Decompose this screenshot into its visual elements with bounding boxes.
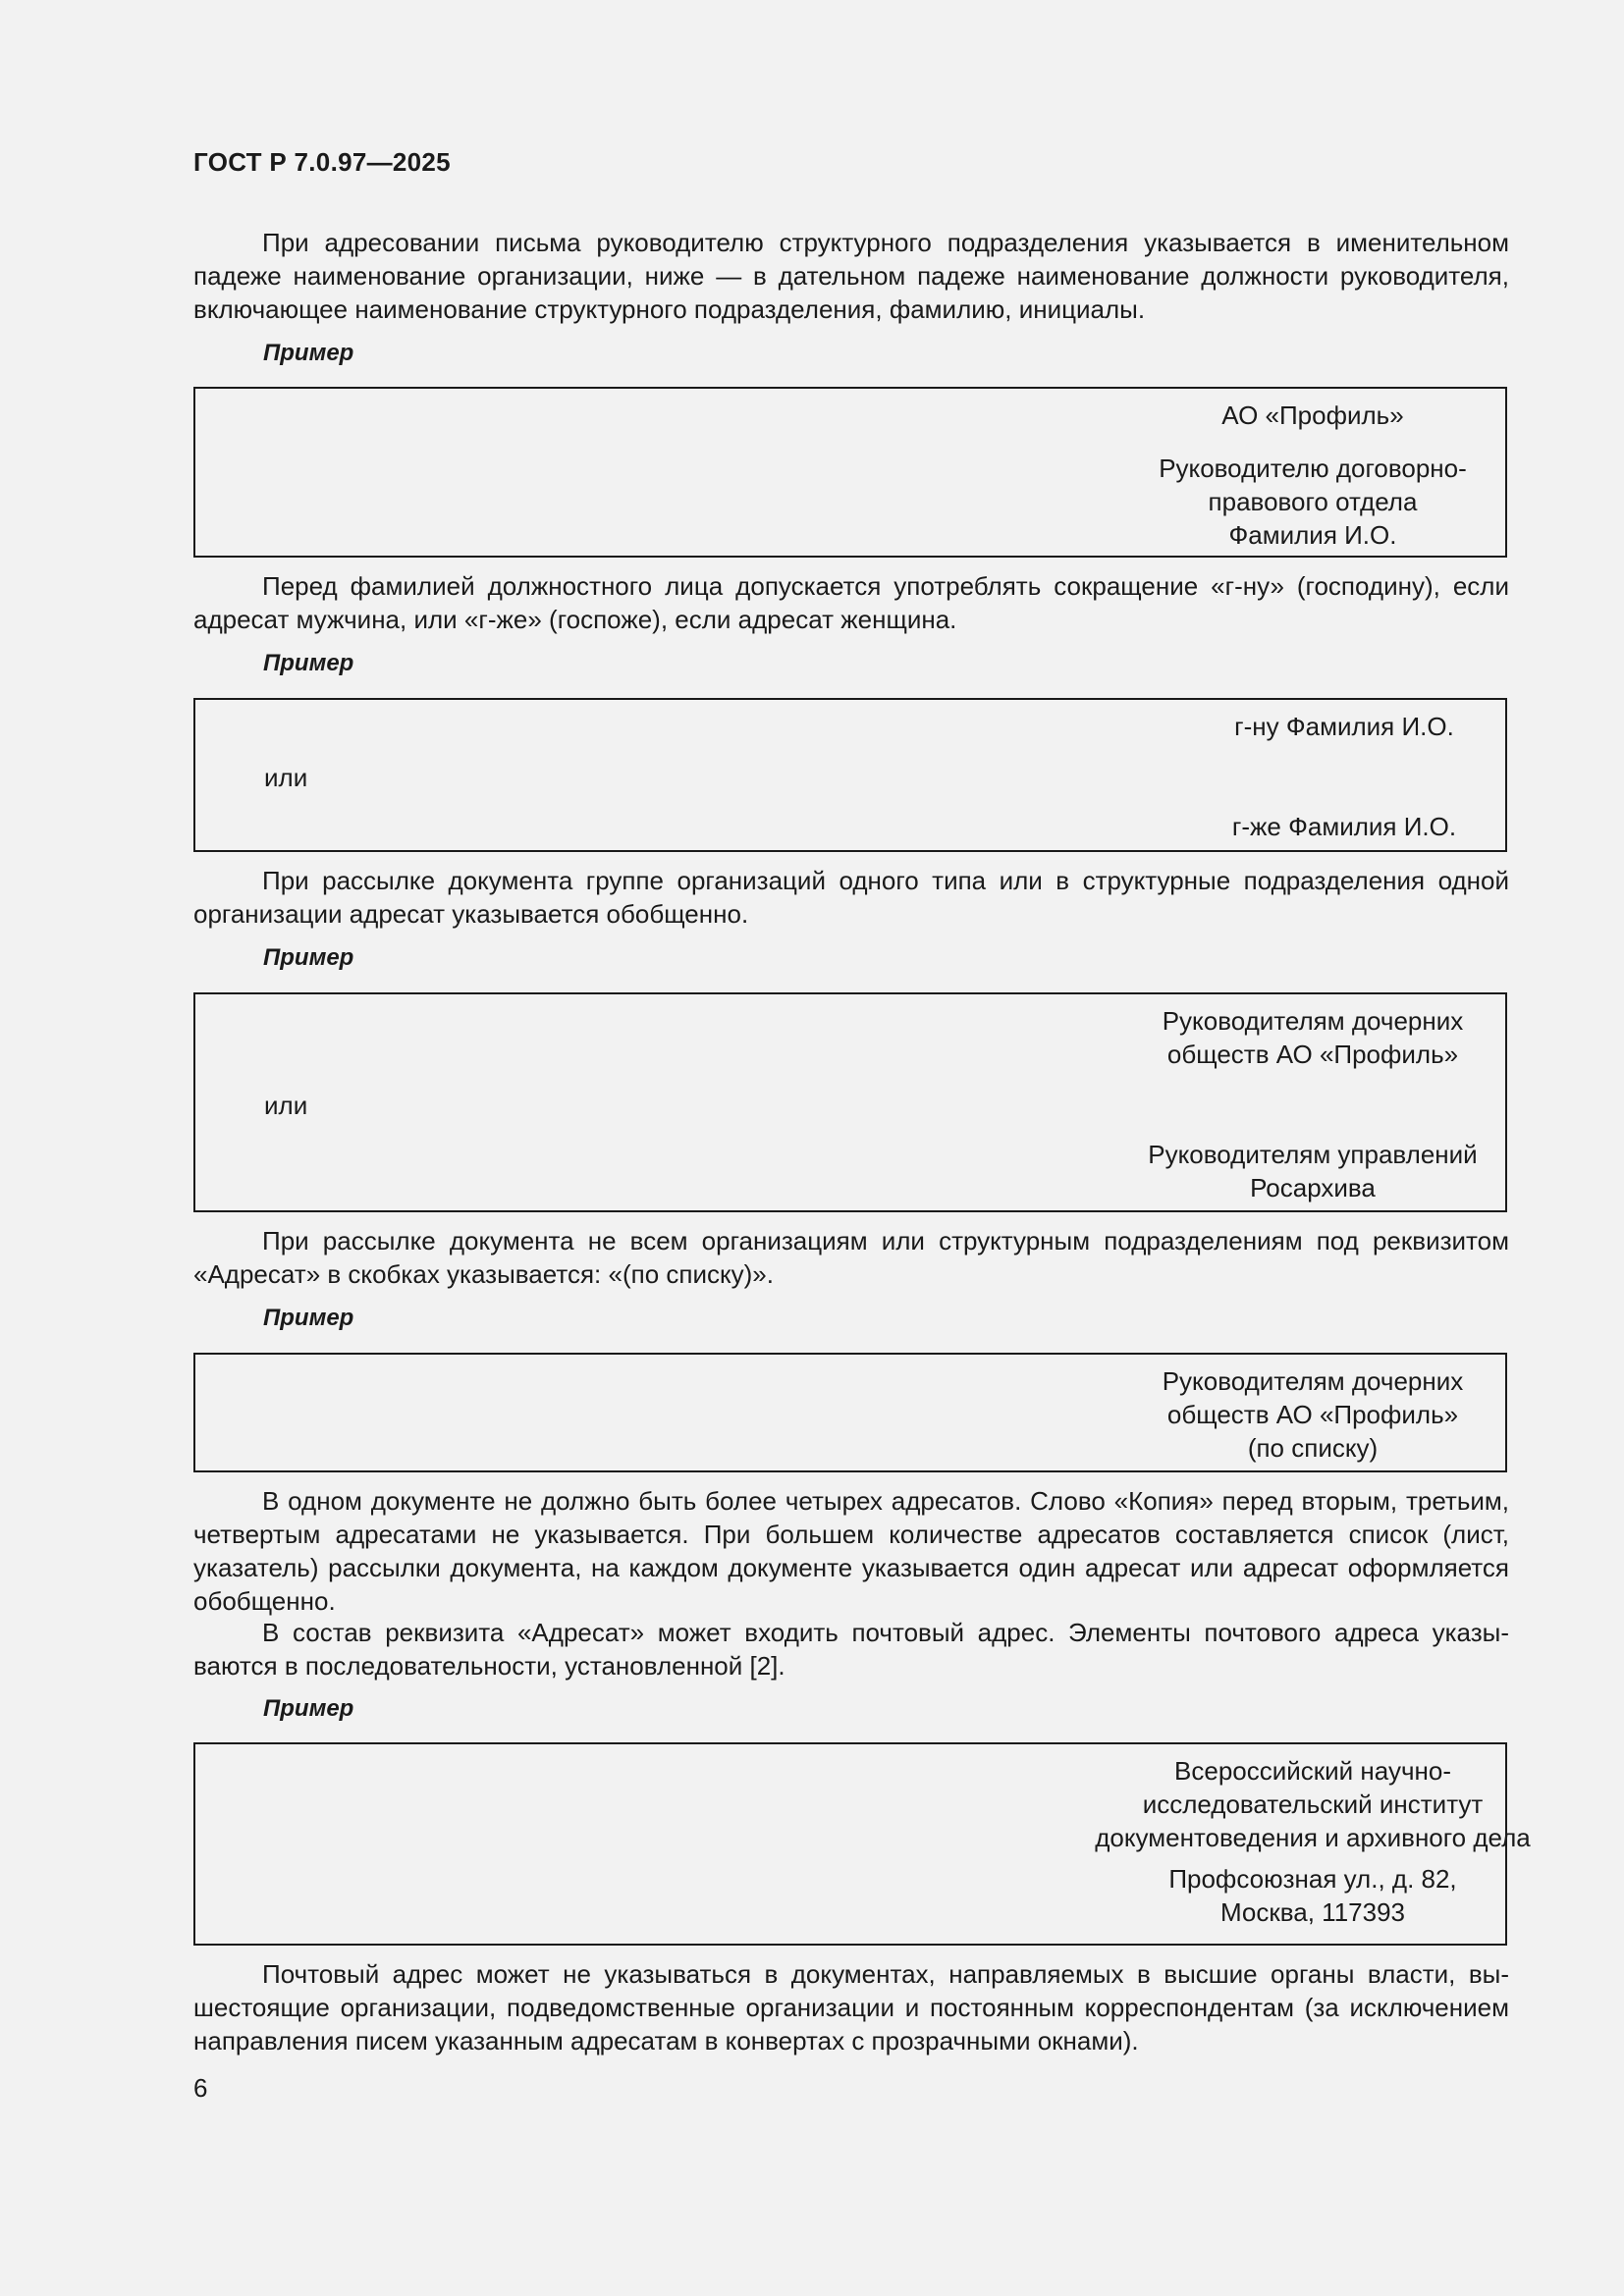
box2-line1: г-ну Фамилия И.О. xyxy=(1234,712,1454,741)
paragraph-5: В одном документе не должно быть более четырех адресатов. Слово «Копия» перед вторым, третьим, четвертым адресатами не указывается. При большем количестве адресатов составляется список (лист, указатель) рассылки документа, на каждом документе указывается один адресат или адресат оформляется обобщенно. xyxy=(193,1486,1509,1616)
box4-line3: (по списку) xyxy=(1247,1433,1379,1463)
example-box-2 xyxy=(193,698,1507,852)
box2-male xyxy=(1177,710,1511,743)
box3-or: или xyxy=(264,1091,308,1120)
paragraph-3: При рассылке документа группе организаций одного типа или в структурные подразделения одной организации адресат указывается обобщенно. xyxy=(193,866,1509,929)
page-number: 6 xyxy=(193,2073,208,2103)
example-box-3 xyxy=(193,992,1507,1212)
box4-recipient xyxy=(1136,1364,1489,1465)
box5-line5: Москва, 117393 xyxy=(1219,1897,1406,1927)
box3-group-b xyxy=(1136,1138,1489,1204)
paragraph-6: В состав реквизита «Адресат» может входить почтовый адрес. Элементы почтового адреса указываются в последовательности, установленной [2]. xyxy=(193,1618,1509,1681)
box2-line2: г-же Фамилия И.О. xyxy=(1231,812,1457,841)
paragraph-2: Перед фамилией должностного лица допускается употреблять сокращение «г-ну» (господину), если адресат мужчина, или «г-же» (госпоже), если адресат женщина. xyxy=(193,571,1509,634)
example-label-1: Пример xyxy=(263,340,354,366)
box1-line1: Руководителю договорно- xyxy=(1159,454,1467,483)
box5-line2: исследовательский институт xyxy=(1142,1789,1484,1819)
box3-a1: Руководителям дочерних xyxy=(1162,1006,1464,1036)
example-label-5: Пример xyxy=(263,1695,354,1722)
box1-recipient xyxy=(1136,452,1489,552)
box3-a2: обществ АО «Профиль» xyxy=(1166,1040,1459,1069)
document-code: ГОСТ Р 7.0.97—2025 xyxy=(193,147,451,177)
box5-organization xyxy=(1057,1754,1568,1854)
box5-line4: Профсоюзная ул., д. 82, xyxy=(1168,1864,1457,1894)
box5-postal-address xyxy=(1057,1862,1568,1929)
box2-or: или xyxy=(264,763,308,792)
example-box-1 xyxy=(193,387,1507,558)
box4-line1: Руководителям дочерних xyxy=(1162,1366,1464,1396)
box5-line1: Всероссийский научно- xyxy=(1174,1756,1451,1786)
example-label-2: Пример xyxy=(263,650,354,676)
example-label-3: Пример xyxy=(263,944,354,971)
box3-group-a xyxy=(1136,1004,1489,1071)
paragraph-1: При адресовании письма руководителю структурного подразделения указывается в именительном падеже наименование организации, ниже — в дательном падеже наименование должности руководителя, включающее наименование структурного подразделения, фамилию, инициалы. xyxy=(193,228,1509,324)
box3-b2: Росархива xyxy=(1250,1173,1376,1202)
box1-line2: правового отдела xyxy=(1208,487,1418,516)
box5-line3: документоведения и архивного дела xyxy=(1095,1823,1531,1852)
box1-line3: Фамилия И.О. xyxy=(1228,520,1397,550)
paragraph-4: При рассылке документа не всем организациям или структурным подразделениям под реквизитом «Адресат» в скобках указывается: «(по списку)». xyxy=(193,1226,1509,1289)
box3-b1: Руководителям управлений xyxy=(1148,1140,1478,1169)
box1-org-line: АО «Профиль» xyxy=(1221,400,1404,430)
box1-org xyxy=(1136,399,1489,432)
box2-female xyxy=(1177,810,1511,843)
example-label-4: Пример xyxy=(263,1305,354,1331)
box4-line2: обществ АО «Профиль» xyxy=(1166,1400,1459,1429)
example-box-4 xyxy=(193,1353,1507,1472)
example-box-5 xyxy=(193,1742,1531,1946)
paragraph-7: Почтовый адрес может не указываться в документах, направляемых в высшие органы власти, вышестоящие организации, подведомственные организации и постоянным корреспондентам (за исключением направления писем указанным адресатам в конвертах с прозрачными окнами). xyxy=(193,1959,1509,2056)
